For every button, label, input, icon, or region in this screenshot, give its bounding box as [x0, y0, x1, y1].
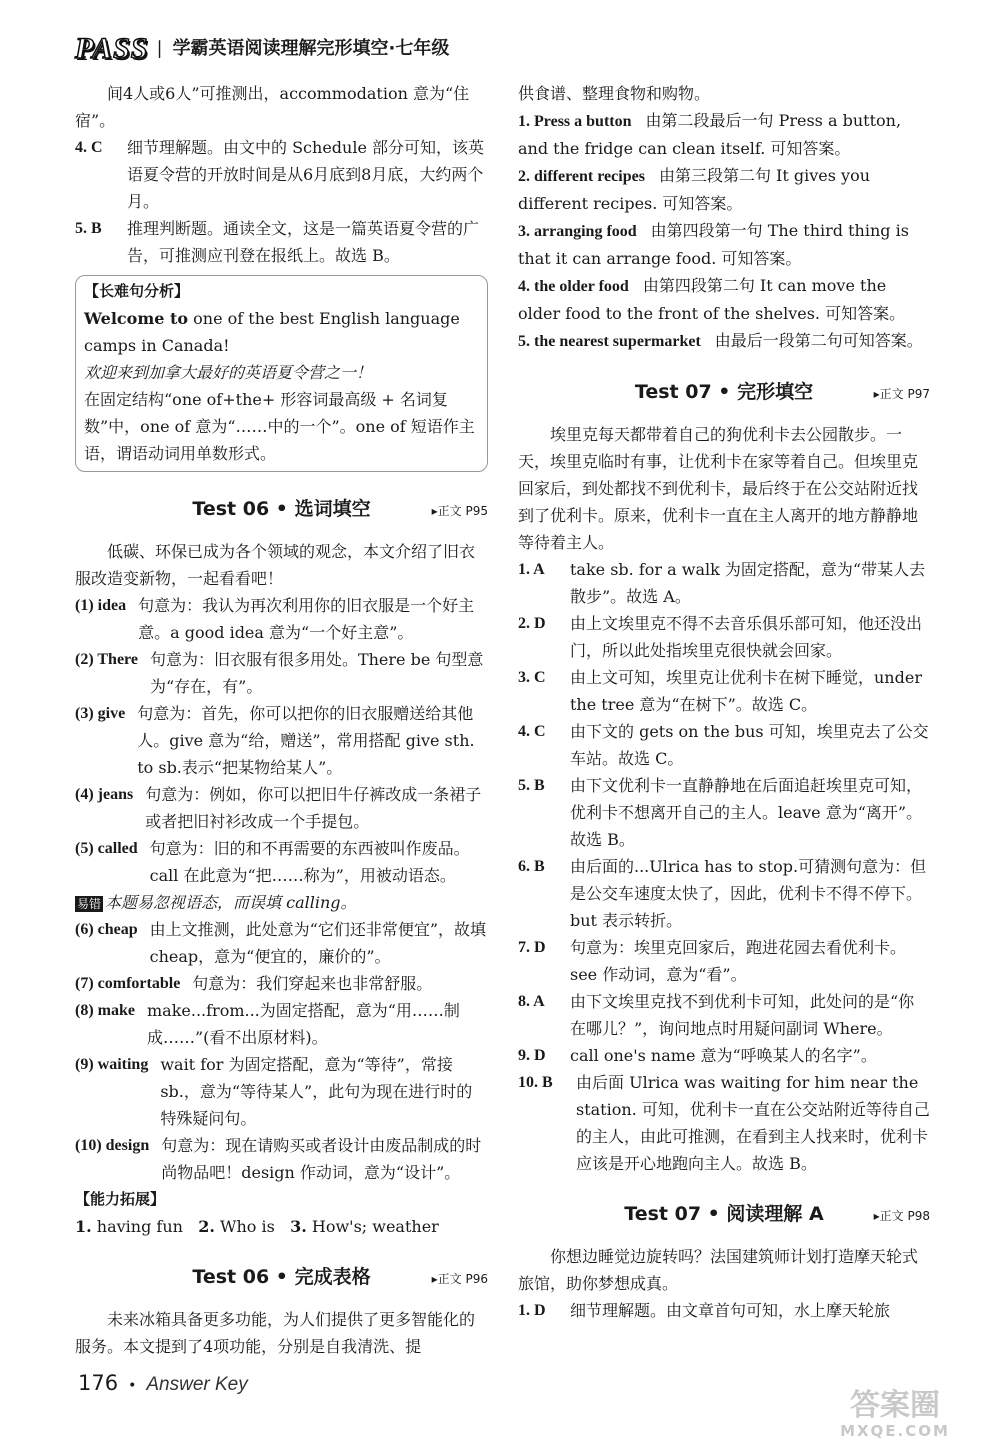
table-answer-item: [518, 327, 930, 355]
fill-text: 由上文推测，此处意为“它们还非常便宜”，故填 cheap，意为“便宜的，廉价的”。: [149, 920, 487, 966]
table-answer-text: 由第二段最后一句 Press a button, and the fridge can clean itself. 可知答案。: [518, 111, 902, 158]
table-answer-label: 4. the older food: [518, 278, 629, 295]
cloze-label: 8. A: [518, 993, 545, 1010]
right-column: [518, 80, 930, 1324]
page-reference: ▸正文 P96: [431, 1272, 488, 1286]
watermark: [810, 1390, 980, 1445]
fill-label: (4) jeans: [75, 786, 134, 803]
table-answer-text: 由第四段第一句 The third thing is that it can arrange food. 可知答案。: [518, 221, 909, 268]
table-answer-label: 3. arranging food: [518, 223, 637, 240]
sentence-translation: 欢迎来到加拿大最好的英语夏令营之一！: [84, 363, 373, 382]
ability-text: Who is: [220, 1217, 275, 1236]
cloze-label: 5. B: [518, 777, 545, 794]
fill-text: 句意为：我认为再次利用你的旧衣服是一个好主意。a good idea 意为“一个好主意”。: [138, 596, 475, 642]
difficult-sentence-box: [75, 275, 488, 472]
fill-item: [75, 646, 488, 700]
table-answer-item: [518, 107, 930, 162]
reading-label: 1. D: [518, 1302, 546, 1319]
page-reference: ▸正文 P95: [431, 504, 488, 518]
reading-item: [518, 1297, 930, 1324]
page-reference: ▸正文 P98: [873, 1209, 930, 1223]
error-note: [75, 889, 488, 916]
fill-text: 句意为：现在请购买或者设计由废品制成的时尚物品吧！design 作动词，意为“设计”。: [161, 1136, 482, 1182]
fill-label: (10) design: [75, 1137, 150, 1154]
cloze-text: 由下文埃里克找不到优利卡可知，此处问的是“你在哪儿？”，询问地点时用疑问副词 Where。: [570, 992, 915, 1038]
cloze-text: 由上文埃里克不得不去音乐俱乐部可知，他还没出门，所以此处指埃里克很快就会回家。: [570, 614, 923, 660]
fill-text: 句意为：首先，你可以把你的旧衣服赠送给其他人。give 意为“给，赠送”，常用搭配 give sth. to sb.表示“把某物给某人”。: [137, 704, 475, 777]
error-note-text: 本题易忽视语态，而误填 calling。: [105, 893, 357, 912]
fill-text: make...from...为固定搭配，意为“用……制成……”(看不出原材料)。: [146, 1001, 460, 1047]
table-answer-label: 5. the nearest supermarket: [518, 333, 701, 350]
left-column: [75, 80, 488, 1360]
sentence-bold: Welcome to: [84, 309, 189, 328]
fill-item: [75, 997, 488, 1051]
cloze-item: [518, 934, 930, 988]
table-answer-text: 由第三段第二句 It gives you different recipes. 可知答案。: [518, 166, 871, 213]
cloze-text: 由下文优利卡一直静静地在后面追赶埃里克可知，优利卡不想离开自己的主人。leave 意为“离开”。故选 B。: [570, 776, 923, 849]
cloze-label: 9. D: [518, 1047, 546, 1064]
fill-label: (7) comfortable: [75, 975, 181, 992]
cloze-item: [518, 1042, 930, 1069]
section-header: [75, 1254, 488, 1300]
cloze-label: 10. B: [518, 1074, 553, 1091]
fill-item: [75, 781, 488, 835]
cloze-item: [518, 988, 930, 1042]
fill-text: wait for 为固定搭配，意为“等待”，常接sb.，意为“等待某人”，此句为现在进行时的特殊疑问句。: [160, 1055, 473, 1128]
header-separator: |: [156, 37, 163, 59]
ability-text: How's; weather: [311, 1217, 439, 1236]
cloze-label: 3. C: [518, 669, 546, 686]
table-answer-text: 由最后一段第二句可知答案。: [714, 331, 923, 350]
ability-heading: 【能力拓展】: [75, 1190, 166, 1208]
footer-dot: •: [128, 1378, 137, 1394]
fill-label: (2) There: [75, 651, 138, 668]
table-answer-text: 由第四段第二句 It can move the older food to the front of the shelves. 可知答案。: [518, 276, 906, 323]
page-number: 176: [78, 1371, 119, 1395]
table-answer-label: 2. different recipes: [518, 168, 645, 185]
section-header: [518, 369, 930, 415]
fill-label: (9) waiting: [75, 1056, 149, 1073]
section-title: Test 06 • 选词填空: [192, 498, 371, 520]
cloze-text: take sb. for a walk 为固定搭配，意为“带某人去散步”。故选 A。: [570, 560, 926, 606]
section-header: [518, 1191, 930, 1237]
answer-item: [75, 134, 488, 215]
cloze-label: 1. A: [518, 561, 545, 578]
example-sentence: [84, 305, 481, 359]
fill-item: [75, 700, 488, 781]
cloze-label: 4. C: [518, 723, 546, 740]
cloze-item: [518, 664, 930, 718]
answer-label: 4. C: [75, 139, 103, 156]
fill-item: [75, 970, 488, 997]
fill-text: 句意为：旧衣服有很多用处。There be 句型意为“存在，有”。: [149, 650, 484, 696]
cloze-text: 由上文可知，埃里克让优利卡在树下睡觉，under the tree 意为“在树下”。故选 C。: [570, 668, 922, 714]
cloze-label: 6. B: [518, 858, 545, 875]
fill-label: (5) called: [75, 840, 138, 857]
answer-text: 细节理解题。由文中的 Schedule 部分可知，该英语夏令营的开放时间是从6月底到8月底，大约两个月。: [127, 138, 485, 211]
section-title: Test 06 • 完成表格: [192, 1266, 371, 1288]
book-title: 学霸英语阅读理解完形填空·七年级: [172, 37, 450, 59]
ability-answers: [75, 1213, 488, 1240]
page-header: [75, 30, 935, 66]
cloze-text: 由后面的...Ulrica has to stop.可猜测句意为：但是公交车速度太快了，因此，优利卡不得不停下。but 表示转折。: [570, 857, 927, 930]
fill-item: [75, 835, 488, 889]
cloze-text: 由后面 Ulrica was waiting for him near the station. 可知，优利卡一直在公交站附近等待自己的主人，由此可推测，在看到主人找来时，优利卡应该是开心地跑向主人。故选 B。: [576, 1073, 930, 1173]
answer-key-label: Answer Key: [146, 1374, 248, 1395]
answer-label: 5. B: [75, 220, 102, 237]
pass-logo: PASS: [75, 31, 149, 65]
cloze-text: 由下文的 gets on the bus 可知，埃里克去了公交车站。故选 C。: [570, 722, 929, 768]
fill-label: (8) make: [75, 1002, 135, 1019]
cloze-label: 2. D: [518, 615, 546, 632]
grammar-explanation: 在固定结构“one of+the+ 形容词最高级 + 名词复数”中，one of 意为“……中的一个”。one of 短语作主语，谓语动词用单数形式。: [84, 390, 475, 463]
box-heading: 【长难句分析】: [84, 282, 190, 300]
cloze-text: 句意为：埃里克回家后，跑进花园去看优利卡。see 作动词，意为“看”。: [570, 938, 907, 984]
section-title: Test 07 • 阅读理解 A: [624, 1203, 824, 1225]
section-intro: 低碳、环保已成为各个领域的观念，本文介绍了旧衣服改造变新物，一起看看吧！: [75, 542, 476, 588]
section-intro: 你想边睡觉边旋转吗？法国建筑师计划打造摩天轮式旅馆，助你梦想成真。: [518, 1247, 919, 1293]
watermark-line2: MXQE.COM: [840, 1422, 950, 1440]
cloze-item: [518, 853, 930, 934]
page-reference: ▸正文 P97: [873, 387, 930, 401]
fill-label: (1) idea: [75, 597, 127, 614]
section-intro: 未来冰箱具备更多功能，为人们提供了更多智能化的服务。本文提到了4项功能，分别是自我清洗、提: [75, 1310, 476, 1356]
answer-item: [75, 215, 488, 269]
ability-text: having fun: [96, 1217, 183, 1236]
table-answer-label: 1. Press a button: [518, 113, 632, 130]
section-intro: 埃里克每天都带着自己的狗优利卡去公园散步。一天，埃里克临时有事，让优利卡在家等着自己。但埃里克回家后，到处都找不到优利卡，最后终于在公交站附近找到了优利卡。原来，优利卡一直在主人离开的地方静静地等待着主人。: [518, 425, 919, 552]
fill-item: [75, 1132, 488, 1186]
table-answer-item: [518, 217, 930, 272]
page-footer: [78, 1370, 248, 1400]
ability-num: 1.: [75, 1217, 92, 1236]
fill-item: [75, 1051, 488, 1132]
answer-text: 推理判断题。通读全文，这是一篇英语夏令营的广告，可推测应刊登在报纸上。故选 B。: [127, 219, 480, 265]
cloze-item: [518, 718, 930, 772]
fill-label: (3) give: [75, 705, 126, 722]
cloze-item: [518, 610, 930, 664]
cloze-text: call one's name 意为“呼唤某人的名字”。: [570, 1046, 877, 1065]
section-header: [75, 486, 488, 532]
cloze-item: [518, 556, 930, 610]
fill-text: 句意为：我们穿起来也非常舒服。: [192, 974, 433, 993]
cloze-item: [518, 1069, 930, 1177]
reading-text: 细节理解题。由文章首句可知，水上摩天轮旅: [570, 1301, 891, 1320]
watermark-line1: 答案圈: [850, 1388, 940, 1423]
fill-text: 句意为：旧的和不再需要的东西被叫作废品。call 在此意为“把……称为”，用被动语态。: [149, 839, 470, 885]
ability-num: 2.: [198, 1217, 215, 1236]
error-badge: 易错: [77, 897, 102, 911]
fill-item: [75, 916, 488, 970]
ability-num: 3.: [290, 1217, 307, 1236]
cloze-item: [518, 772, 930, 853]
cloze-label: 7. D: [518, 939, 546, 956]
sentence-rest: one of the best English language camps in Canada!: [84, 309, 460, 355]
continued-text: 间4人或6人”可推测出，accommodation 意为“住宿”。: [75, 84, 470, 130]
continued-text: 供食谱、整理食物和购物。: [518, 84, 711, 103]
table-answer-item: [518, 272, 930, 327]
fill-label: (6) cheap: [75, 921, 138, 938]
section-title: Test 07 • 完形填空: [634, 381, 814, 403]
table-answer-item: [518, 162, 930, 217]
fill-item: [75, 592, 488, 646]
fill-text: 句意为：例如，你可以把旧牛仔裤改成一条裙子或者把旧衬衫改成一个手提包。: [145, 785, 482, 831]
